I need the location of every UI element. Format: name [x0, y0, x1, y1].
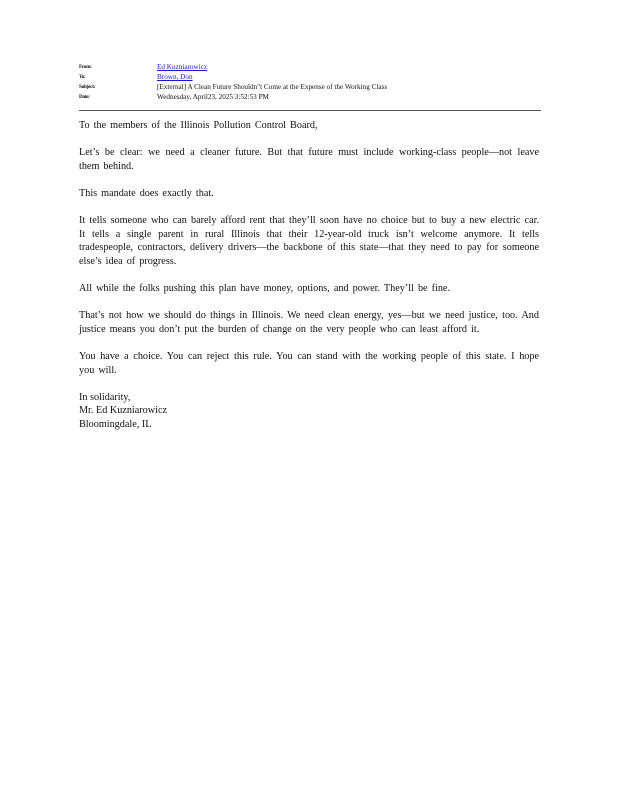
signature-block: [79, 391, 539, 432]
email-body: [79, 119, 539, 432]
subject-row: [79, 82, 541, 92]
date-value: Wednesday, April23, 2025 3:52:53 PM: [157, 93, 269, 101]
to-email-link[interactable]: Brown, Don: [157, 73, 193, 81]
paragraph: That’s not how we should do things in Illinois. We need clean energy, yes—but we need justice, too. And justice means you don’t put the burden of change on the very people who can least afford it.: [79, 310, 539, 335]
subject-value: [External] A Clean Future Shouldn"t Come at the Expense of the Working Class: [157, 83, 388, 91]
salutation: To the members of the Illinois Pollution Control Board,: [79, 120, 318, 131]
to-label: To:: [79, 74, 86, 80]
header-divider: [79, 110, 541, 111]
date-row: [79, 92, 541, 102]
paragraph: This mandate does exactly that.: [79, 187, 214, 199]
paragraph: You have a choice. You can reject this rule. You can stand with the working people of this state. I hope you will.: [79, 351, 539, 376]
closing: In solidarity,: [79, 391, 131, 403]
from-row: [79, 62, 541, 72]
signature-name: Mr. Ed Kuzniarowicz: [79, 405, 167, 417]
date-label: Date:: [79, 94, 90, 100]
email-header: [79, 62, 541, 102]
paragraph: Let’s be clear: we need a cleaner future. But that future must include working-class people—not leave them behind.: [79, 147, 539, 172]
subject-label: Subject:: [79, 84, 96, 90]
from-label: From:: [79, 64, 92, 70]
paragraph: It tells someone who can barely afford rent that they’ll soon have no choice but to buy a new electric car. It tells a single parent in rural Illinois that their 12-year-old truck isn’t welcome anymore. It tells tradespeople, contractors, delivery drivers—the backbone of this state—that they need to pay for someone else’s idea of progress.: [79, 215, 539, 267]
signature-location: Bloomingdale, IL: [79, 419, 152, 431]
from-email-link[interactable]: Ed Kuzniarowicz: [157, 63, 208, 71]
to-row: [79, 72, 541, 82]
paragraph: All while the folks pushing this plan have money, options, and power. They’ll be fine.: [79, 283, 450, 295]
